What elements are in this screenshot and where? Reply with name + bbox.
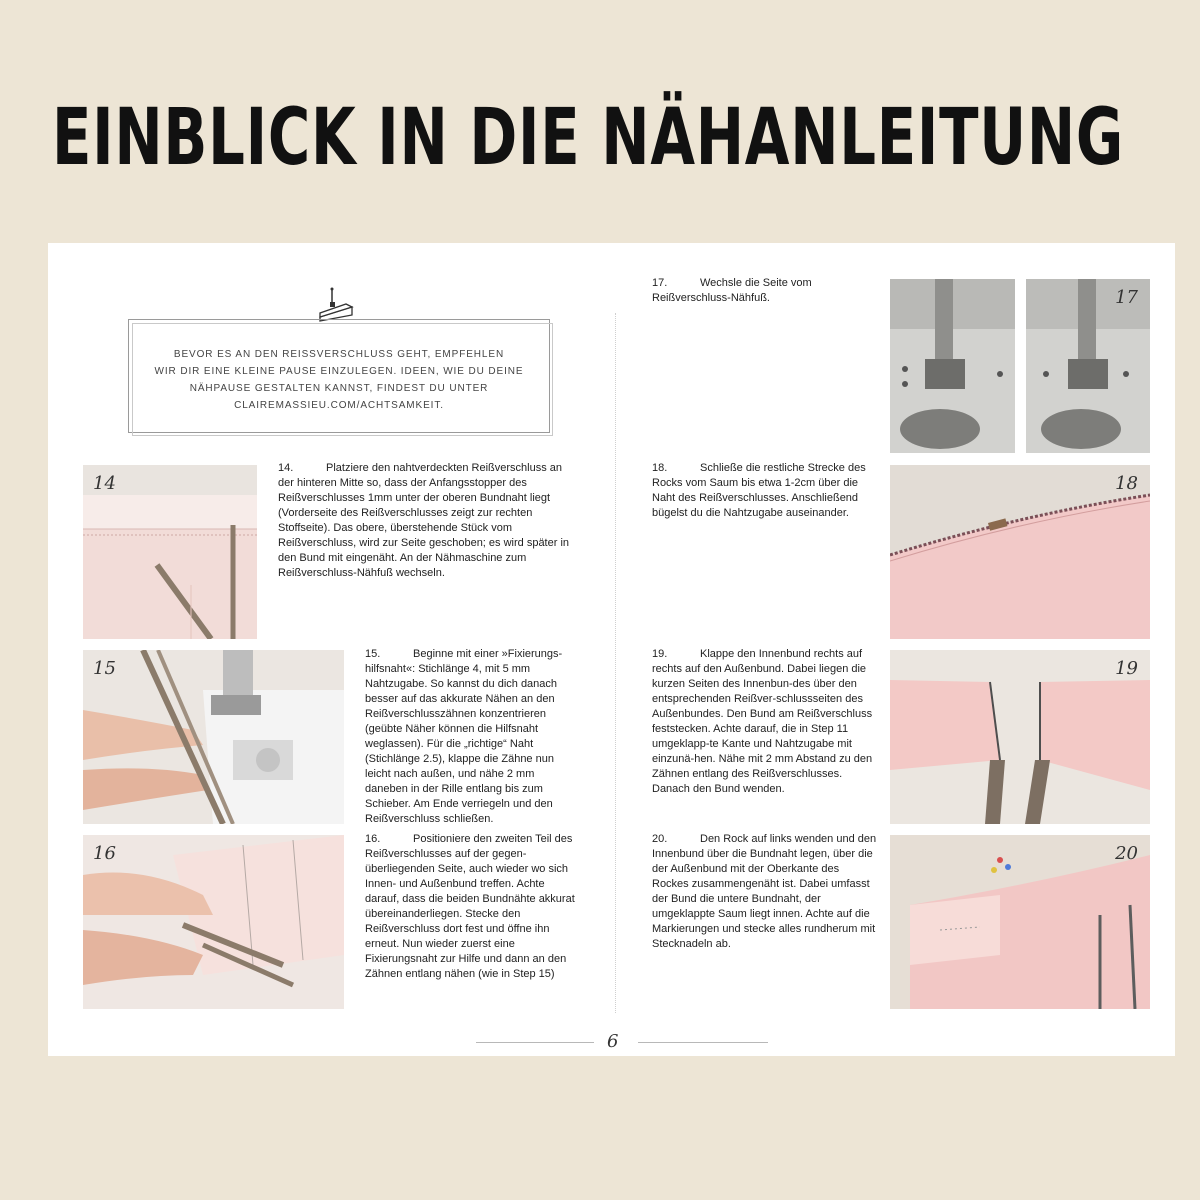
photo-label: 18 [1115, 473, 1138, 494]
pause-tip-box [128, 319, 550, 433]
step-description: Platziere den nahtverdeckten Reißverschluss an der hinteren Mitte so, dass der Anfangsstopper des Reißverschlusses 1mm unter der oberen Bundnaht liegt (Vorderseite des Reißverschlusses zeigt zur rechten Stoffseite). Das obere, überstehende Stück vom Reißverschluss, wird zur Seite geschoben; es wird später in den Bund mit eingenäht. An der Nähmaschine zum Reißverschluss-Nähfuß wechseln. [278, 462, 570, 579]
footer-line-left [476, 1042, 594, 1043]
step-20-text [652, 832, 877, 952]
step-17-photo-b [1026, 279, 1150, 453]
step-17-text [652, 276, 872, 306]
tip-url[interactable]: CLAIREMASSIEU.COM/ACHTSAMKEIT. [234, 400, 444, 411]
step-description: Klappe den Innenbund rechts auf rechts auf den Außenbund. Dabei liegen die kurzen Seiten des Innenbun-des über den entsprechenden Reißver-schlussseiten des Außenbundes. Den Bund am Reißverschluss feststecken. Achte darauf, die in Step 11 umgeklapp-te Kante und Nahtzugabe mit einzunä-hen. Nähe mit 2 mm Abstand zu den Zähnen entlang des Reißverschlusses. Danach den Bund wenden. [652, 648, 873, 795]
footer-line-right [638, 1042, 768, 1043]
step-number: 15. [365, 648, 381, 660]
photo-label: 15 [93, 658, 116, 679]
step-14-photo [83, 465, 257, 639]
booklet-spread [48, 243, 1175, 1056]
photo-label: 16 [93, 843, 116, 864]
page-headline: EINBLICK IN DIE NÄHANLEITUNG [52, 93, 1125, 183]
step-17-photo-a [890, 279, 1015, 453]
step-number: 14. [278, 462, 294, 474]
tip-line-3: NÄHPAUSE GESTALTEN KANNST, FINDEST DU UNTER [189, 383, 489, 394]
step-description: Wechsle die Seite vom Reißverschluss-Nähfuß. [652, 277, 812, 304]
page-fold [615, 313, 616, 1013]
step-number: 19. [652, 648, 668, 660]
photo-label: 20 [1115, 843, 1138, 864]
cake-slice-icon [316, 287, 356, 323]
step-18-photo [890, 465, 1150, 639]
step-number: 18. [652, 462, 668, 474]
step-19-photo [890, 650, 1150, 824]
step-number: 17. [652, 277, 668, 289]
step-description: Schließe die restliche Strecke des Rocks vom Saum bis etwa 1-2cm über die Naht des Reißverschlusses. Anschließend bügelst du die Nahtzugabe auseinander. [652, 462, 866, 519]
step-number: 16. [365, 833, 381, 845]
page-number: 6 [607, 1031, 619, 1052]
step-description: Den Rock auf links wenden und den Innenbund über die Bundnaht legen, über die der Außenbund mit der Oberkante des Rockes zusammengenäht ist. Dabei umfasst der Bund die untere Bundnaht, der umgeklappte Saum liegt innen. Achte auf die Markierungen und stecke alles rundherum mit Stecknadeln ab. [652, 833, 877, 950]
photo-label: 17 [1115, 287, 1138, 308]
step-20-photo [890, 835, 1150, 1009]
photo-label: 14 [93, 473, 116, 494]
tip-line-2: WIR DIR EINE KLEINE PAUSE EINZULEGEN. IDEEN, WIE DU DEINE [154, 366, 524, 377]
step-14-text [278, 461, 578, 581]
step-description: Positioniere den zweiten Teil des Reißverschlusses auf der gegen-überliegenden Seite, auch wieder wo sich Innen- und Außenbund treffen. Achte darauf, dass die beiden Bundnähte akkurat übereinanderliegen. Stecke den Reißverschluss dort fest und öffne ihn erneut. Nun wieder zuerst eine Fixierungsnaht zur Hilfe und dann an den Zähnen entlang nähen (wie in Step 15) [365, 833, 575, 980]
step-15-text [365, 647, 580, 827]
step-19-text [652, 647, 877, 797]
step-16-photo [83, 835, 344, 1009]
tip-line-1: BEVOR ES AN DEN REISSVERSCHLUSS GEHT, EMPFEHLEN [173, 349, 505, 360]
step-15-photo [83, 650, 344, 824]
step-description: Beginne mit einer »Fixierungs-hilfsnaht«: Stichlänge 4, mit 5 mm Nahtzugabe. So kannst du dich danach besser auf das akkurate Nähen an den Reißverschlusszähnen konzentrieren (geübte Näher können die Hilfsnaht weglassen). Für die „richtige“ Naht (Stichlänge 2.5), klappe die Zähne nun leicht nach außen, und nähe 2 mm daneben in der Rille entlang bis zum Schieber. Am Ende verriegeln und den Reißverschluss schließen. [365, 648, 563, 825]
photo-label: 19 [1115, 658, 1138, 679]
step-number: 20. [652, 833, 668, 845]
step-18-text [652, 461, 877, 521]
step-16-text [365, 832, 580, 982]
